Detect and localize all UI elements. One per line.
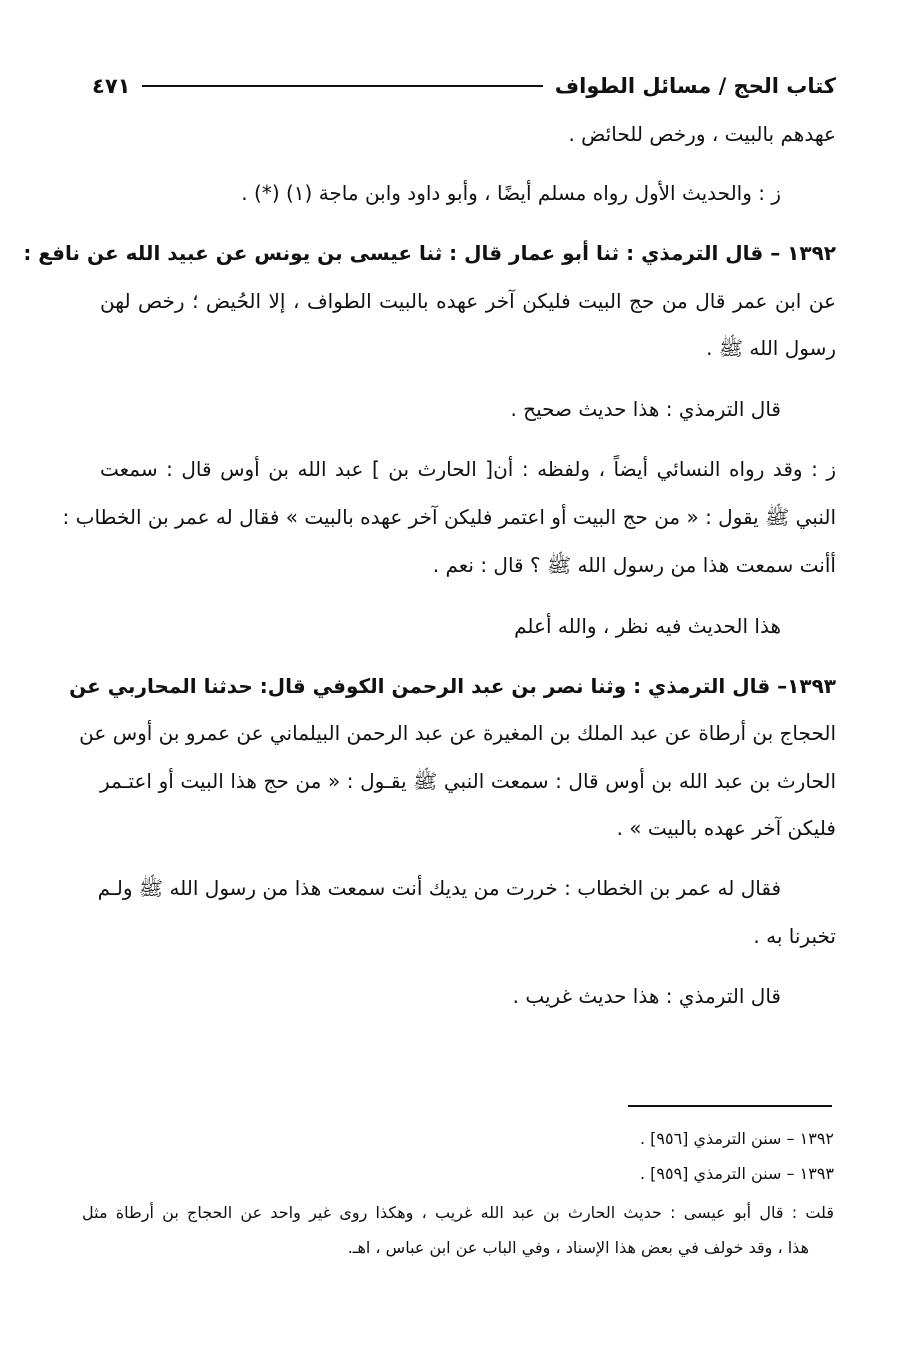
text-line: النبي ﷺ يقول : « من حج البيت أو اعتمر فليكن آخر عهده بالبيت » فقال له عمر بن الخطاب : [62,505,836,529]
footnote-item: قلت : قال أبو عيسى : حديث الحارث بن عبد الله غريب ، وهكذا روى غير واحد عن الحجاج بن أرطاة مثل [82,1203,834,1222]
text-line: رسول الله ﷺ . [706,336,836,360]
footnote-item: هذا ، وقد خولف في بعض هذا الإسناد ، وفي الباب عن ابن عباس ، اهـ. [347,1238,809,1257]
text-line: هذا الحديث فيه نظر ، والله أعلم [514,614,781,638]
footnote-item: ١٣٩٢ – سنن الترمذي [٩٥٦] . [639,1129,834,1148]
text-line: فقال له عمر بن الخطاب : خررت من يديك أنت سمعت هذا من رسول الله ﷺ ولـم [97,876,781,900]
text-line: قال الترمذي : هذا حديث صحيح . [510,397,781,421]
hadith-1393-line: ١٣٩٣– قال الترمذي : وثنا نصر بن عبد الرحمن الكوفي قال: حدثنا المحاربي عن [69,674,836,698]
text-line: أأنت سمعت هذا من رسول الله ﷺ ؟ قال : نعم . [432,553,836,577]
text-line: عن ابن عمر قال من حج البيت فليكن آخر عهده بالبيت الطواف ، إلا الحُيض ؛ رخص لهن [100,289,836,313]
text-line: ز : والحديث الأول رواه مسلم أيضًا ، وأبو داود وابن ماجة (١) (*) . [241,181,781,205]
footnote-item: ١٣٩٣ – سنن الترمذي [٩٥٩] . [639,1164,834,1183]
text-line: فليكن آخر عهده بالبيت » . [616,816,836,840]
text-line: ز : وقد رواه النسائي أيضاً ، ولفظه : أن[ الحارث بن ] عبد الله بن أوس قال : سمعت [100,457,836,481]
chapter-title: كتاب الحج / مسائل الطواف [554,74,836,98]
text-line: قال الترمذي : هذا حديث غريب . [512,984,781,1008]
hadith-1392-line: ١٣٩٢ – قال الترمذي : ثنا أبو عمار قال : ثنا عيسى بن يونس عن عبيد الله عن نافع : [23,241,836,265]
header-rule [142,85,542,87]
text-line: الحجاج بن أرطاة عن عبد الملك بن المغيرة عن عبد الرحمن البيلماني عن عمرو بن أوس عن [79,721,836,745]
text-line: تخبرنا به . [753,924,836,948]
page-number: ٤٧١ [92,74,131,98]
running-header [92,68,836,104]
footnote-rule [628,1105,832,1107]
text-line: الحارث بن عبد الله بن أوس قال : سمعت النبي ﷺ يقـول : « من حج هذا البيت أو اعتـمر [100,769,836,793]
text-line: عهدهم بالبيت ، ورخص للحائض . [568,122,836,146]
